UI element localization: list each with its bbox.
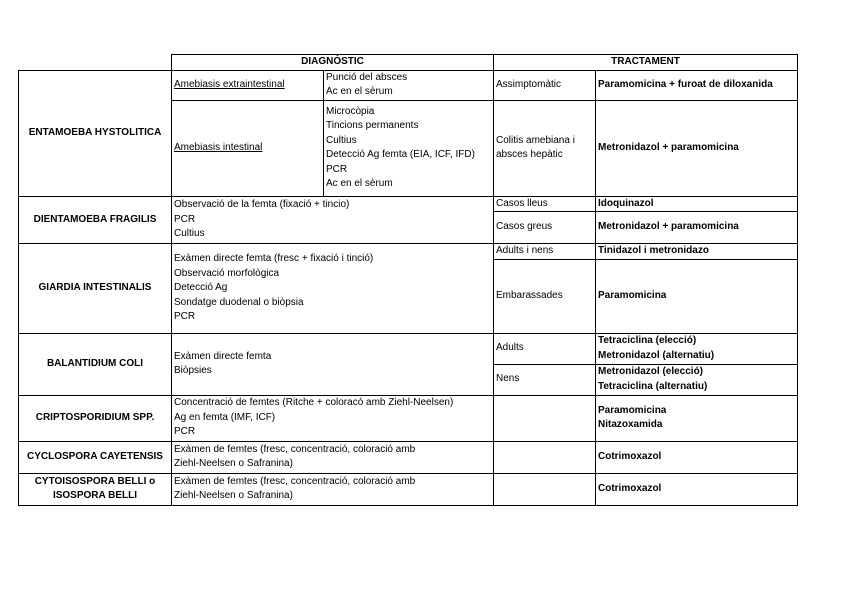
organism-cell: CYCLOSPORA CAYETENSIS [19, 441, 172, 473]
case-cell [494, 441, 596, 473]
method-item: Exàmen de femtes (fresc, concentració, coloració amb [174, 475, 416, 487]
treatment-cell: Tinidazol i metronidazo [596, 244, 798, 260]
method-item: Cultius [174, 228, 205, 239]
case-cell: Assimptomàtic [494, 70, 596, 100]
amebiasis-type-cell [172, 70, 324, 100]
organism-line: CYTOISOSPORA BELLI o [34, 475, 156, 487]
methods-cell [172, 333, 494, 395]
table-row [19, 70, 798, 100]
table-row [19, 196, 798, 212]
treatment-cell [596, 395, 798, 441]
treatment-cell: Cotrimoxazol [596, 473, 798, 505]
treatment-cell: Paramomicina [596, 259, 798, 333]
treatment-cell: Cotrimoxazol [596, 441, 798, 473]
methods-cell [172, 196, 494, 244]
case-cell [494, 473, 596, 505]
case-cell [494, 100, 596, 196]
method-item: Observació de la femta (fixació + tincio) [174, 199, 350, 210]
organism-cell: BALANTIDIUM COLI [19, 333, 172, 395]
organism-cell: CRIPTOSPORIDIUM SPP. [19, 395, 172, 441]
table-row [19, 244, 798, 260]
case-cell [494, 395, 596, 441]
organism-cell: GIARDIA INTESTINALIS [19, 244, 172, 334]
method-item: Ziehl-Neelsen o Safranina) [174, 458, 293, 469]
amebiasis-type: Amebiasis intestinal [174, 141, 263, 153]
table-row [19, 441, 798, 473]
treatment-line: Tetraciclina (elecció) [598, 335, 697, 346]
treatment-cell: Paramomicina + furoat de diloxanida [596, 70, 798, 100]
method-item: Exàmen de femtes (fresc, concentració, coloració amb [174, 443, 416, 455]
method-item: Detecció Ag [174, 282, 228, 293]
treatment-line: Metronidazol (elecció) [598, 366, 704, 377]
amebiasis-type-cell [172, 100, 324, 196]
treatment-cell: Idoquinazol [596, 196, 798, 212]
methods-cell [324, 100, 494, 196]
header-diagnostic: DIAGNÒSTIC [172, 55, 494, 71]
organism-cell [19, 473, 172, 505]
case-line: absces hepàtic [496, 149, 563, 160]
method-item: Concentració de femtes (Ritche + coloracó amb Ziehl-Neelsen) [174, 397, 454, 409]
method-item: Punció del absces [326, 71, 408, 83]
method-item: Biòpsies [174, 365, 212, 376]
case-cell: Adults i nens [494, 244, 596, 260]
method-item: Tincions permanents [326, 120, 419, 131]
treatment-line: Tetraciclina (alternatiu) [598, 380, 708, 392]
method-item: Microcòpia [326, 105, 375, 117]
case-cell: Casos lleus [494, 196, 596, 212]
methods-cell [172, 441, 494, 473]
header-tractament: TRACTAMENT [494, 55, 798, 71]
treatment-line: Metronidazol (alternatiu) [598, 349, 715, 361]
organism-cell: ENTAMOEBA HYSTOLITICA [19, 70, 172, 196]
method-item: Ag en femta (IMF, ICF) [174, 411, 276, 423]
table-row [19, 333, 798, 364]
case-cell: Casos greus [494, 212, 596, 244]
treatment-line: Paramomicina [598, 404, 667, 416]
methods-cell [172, 473, 494, 505]
methods-cell [324, 70, 494, 100]
case-cell: Embarassades [494, 259, 596, 333]
method-item: Sondatge duodenal o biòpsia [174, 296, 304, 308]
method-item: PCR [174, 311, 196, 322]
method-item: Ziehl-Neelsen o Safranina) [174, 490, 293, 501]
treatment-line: Nitazoxamida [598, 419, 663, 430]
table-row [19, 473, 798, 505]
method-item: Cultius [326, 134, 357, 146]
corner-cell [19, 55, 172, 71]
header-row [19, 55, 798, 71]
treatment-cell [596, 333, 798, 364]
method-item: Exàmen directe femta (fresc + fixació i tinció) [174, 253, 374, 264]
organism-cell: DIENTAMOEBA FRAGILIS [19, 196, 172, 244]
treatment-cell [596, 364, 798, 395]
organism-line: ISOSPORA BELLI [52, 490, 138, 501]
treatment-cell: Metronidazol + paramomicina [596, 212, 798, 244]
table-row [19, 395, 798, 441]
methods-cell [172, 395, 494, 441]
method-item: Detecció Ag femta (EIA, ICF, IFD) [326, 149, 475, 160]
method-item: PCR [174, 426, 196, 438]
method-item: Ac en el sèrum [326, 86, 393, 97]
case-line: Colitis amebiana i [496, 134, 575, 146]
method-item: Ac en el sèrum [326, 178, 393, 189]
case-cell: Nens [494, 364, 596, 395]
amebiasis-type: Amebiasis extraintestinal [174, 78, 285, 90]
methods-cell [172, 244, 494, 334]
method-item: Observació morfològica [174, 267, 280, 279]
method-item: PCR [326, 163, 348, 175]
method-item: Exàmen directe femta [174, 350, 272, 362]
treatment-table [18, 54, 798, 506]
case-cell: Adults [494, 333, 596, 364]
treatment-cell: Metronidazol + paramomicina [596, 100, 798, 196]
method-item: PCR [174, 213, 196, 225]
